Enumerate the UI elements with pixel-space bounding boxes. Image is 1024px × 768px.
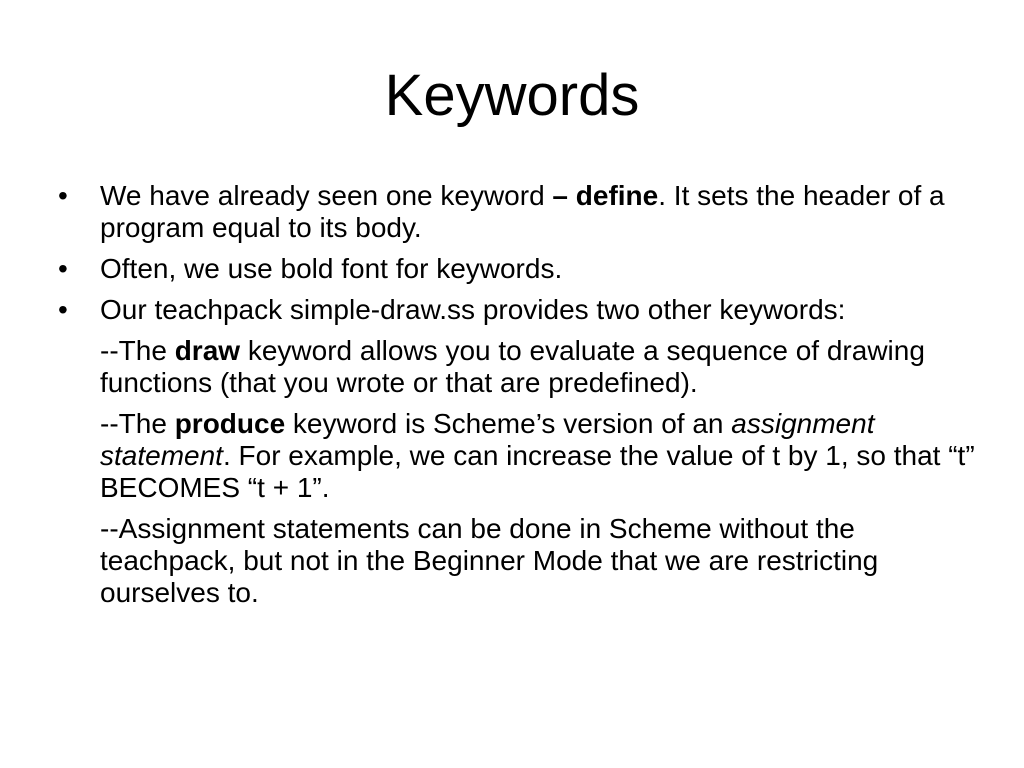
- emphasis-assignment-statement: assignment statement: [100, 408, 875, 471]
- sub-paragraph-assignment: --Assignment statements can be done in Scheme without the teachpack, but not in the Beginner Mode that we are restricting ourselves to.: [100, 513, 879, 608]
- slide-title: Keywords: [384, 63, 640, 128]
- sub-paragraph-draw: [58, 335, 978, 399]
- bullet-text: Often, we use bold font for keywords.: [100, 253, 563, 284]
- bullet-dot-icon: •: [58, 294, 68, 325]
- text-run: . It sets the header of a program equal to its body.: [100, 180, 945, 243]
- bullet-item: [58, 253, 978, 285]
- keyword-draw: draw: [174, 335, 241, 366]
- text-run: keyword is Scheme’s version of an: [285, 408, 732, 439]
- bullet-dot-icon: •: [58, 253, 68, 284]
- sub-paragraph-produce: [58, 408, 978, 504]
- text-run: We have already seen one keyword: [100, 180, 553, 211]
- text-run: keyword allows you to evaluate a sequence of drawing functions (that you wrote or that are predefined).: [100, 335, 925, 398]
- bullet-dot-icon: •: [58, 180, 68, 211]
- bullet-item: [58, 180, 978, 244]
- text-run: . For example, we can increase the value of t by 1, so that “t” BECOMES “t + 1”.: [100, 440, 975, 503]
- bullet-text: [100, 180, 945, 243]
- text-run: --The: [100, 335, 175, 366]
- keyword-produce: produce: [174, 408, 286, 439]
- slide-body: [58, 180, 978, 618]
- bullet-text: Our teachpack simple-draw.ss provides two other keywords:: [100, 294, 846, 325]
- keyword-define: – define: [552, 180, 659, 211]
- text-run: --The: [100, 408, 175, 439]
- bullet-item: [58, 294, 978, 326]
